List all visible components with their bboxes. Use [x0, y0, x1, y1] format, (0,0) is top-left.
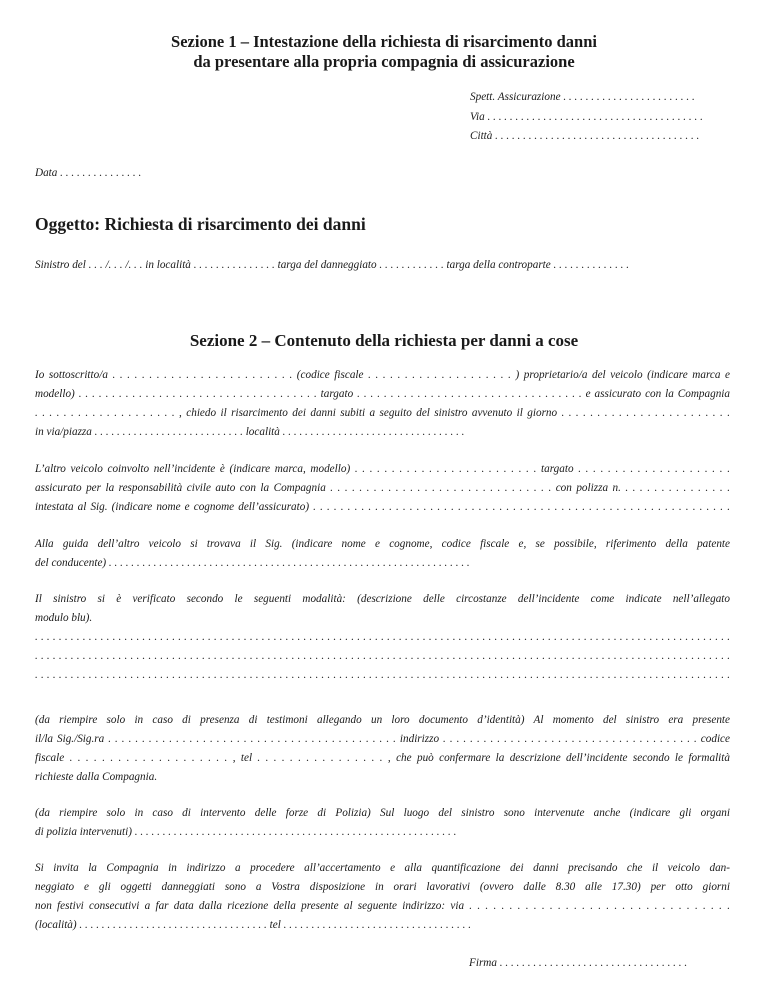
p4-dotted-line2: . . . . . . . . . . . . . . . . . . . . . . . . . . . . . . . . . . . . . . . . . . . . . . . . . . . . . . . . . . . . . . . . . . . . . . . . . . . . . . . . . . . . . . . . . . . . . . . . . . . . . . . . . . . . . . . . . . . . .: [35, 650, 730, 662]
p7-line1: Si invita la Compagnia in indirizzo a procedere all’accertamento e alla quantificazione dei danni precisando che il veicolo dan-: [35, 862, 730, 874]
section2-title: Sezione 2 – Contenuto della richiesta per danni a cose: [189, 331, 579, 350]
p3-line2: del conducente) . . . . . . . . . . . . . . . . . . . . . . . . . . . . . . . . . . . . . . . . . . . . . . . . . . . . . . . . . . . . . . . . .: [35, 557, 470, 569]
p6-line1: (da riempire solo in caso di intervento delle forze di Polizia) Sul luogo del sinistro sono intervenute anche (indicare gli organi: [35, 807, 730, 819]
p4-dotted-line1: . . . . . . . . . . . . . . . . . . . . . . . . . . . . . . . . . . . . . . . . . . . . . . . . . . . . . . . . . . . . . . . . . . . . . . . . . . . . . . . . . . . . . . . . . . . . . . . . . . . . . . . . . . . . . . . . . . . . .: [35, 631, 730, 643]
signature-line: Firma . . . . . . . . . . . . . . . . . . . . . . . . . . . . . . . . . .: [469, 957, 688, 969]
p5-line2: il/la Sig./Sig.ra . . . . . . . . . . . . . . . . . . . . . . . . . . . . . . . . . . . . . . . . . . . indirizzo . . . . . . . . . . . . . . . . . . . . . . . . . . . . . . . . . . . . . . codice: [35, 733, 730, 745]
p1-line1: Io sottoscritto/a . . . . . . . . . . . . . . . . . . . . . . . . . (codice fiscale . . . . . . . . . . . . . . . . . . . . ) proprietario/a del veicolo (indicare marca e: [35, 369, 730, 381]
p5-line3: fiscale . . . . . . . . . . . . . . . . . . . . , tel . . . . . . . . . . . . . . . . , che può confermare la descrizione dell’incidente secondo le formalità: [35, 752, 730, 764]
p7-line3: non festivi consecutivi a far data dalla ricezione della presente al seguente indirizzo: via . . . . . . . . . . . . . . . . . . . . . . . . . . . . . . . . .: [35, 900, 730, 912]
p2-line3: intestata al Sig. (indicare nome e cognome dell’assicurato) . . . . . . . . . . . . . . . . . . . . . . . . . . . . . . . . . . . . . . . . . . . . . . . . . . . . . . . . . . . . .: [35, 501, 730, 513]
subject-title: Oggetto: Richiesta di risarcimento dei danni: [35, 214, 366, 234]
address-city-line: Città . . . . . . . . . . . . . . . . . . . . . . . . . . . . . . . . . . . . .: [470, 130, 700, 142]
section1-title-line1: Sezione 1 – Intestazione della richiesta di risarcimento danni: [171, 32, 597, 51]
p1-line2: modello) . . . . . . . . . . . . . . . . . . . . . . . . . . . . . . . . . . . . targato . . . . . . . . . . . . . . . . . . . . . . . . . . . . . . . . . . e assicurato con la Compagnia: [35, 388, 730, 400]
p2-line1: L’altro veicolo coinvolto nell’incidente è (indicare marca, modello) . . . . . . . . . . . . . . . . . . . . . . . . . targato . . . . . . . . . . . . . . . . . . . . .: [35, 463, 730, 475]
p6-line2: di polizia intervenuti) . . . . . . . . . . . . . . . . . . . . . . . . . . . . . . . . . . . . . . . . . . . . . . . . . . . . . . . . . .: [35, 826, 457, 838]
p1-line3: . . . . . . . . . . . . . . . . . . . . , chiedo il risarcimento dei danni subiti a seguito del sinistro avvenuto il giorno . . . . . . . . . . . . . . . . . . . . . . . .: [35, 407, 730, 419]
sinistro-line: Sinistro del . . . /. . . /. . . in località . . . . . . . . . . . . . . . targa del danneggiato . . . . . . . . . . . . targa della controparte . . . . . . . . . . . . . .: [35, 259, 630, 271]
date-line: Data . . . . . . . . . . . . . . .: [35, 167, 142, 179]
p1-line4: in via/piazza . . . . . . . . . . . . . . . . . . . . . . . . . . . località . . . . . . . . . . . . . . . . . . . . . . . . . . . . . . . . .: [35, 426, 465, 438]
address-insurer-line: Spett. Assicurazione . . . . . . . . . . . . . . . . . . . . . . . .: [470, 91, 695, 103]
p4-line1: Il sinistro si è verificato secondo le seguenti modalità: (descrizione delle circostanze dell’incidente come indicate nell’allegato: [35, 593, 730, 605]
p4-dotted-line3: . . . . . . . . . . . . . . . . . . . . . . . . . . . . . . . . . . . . . . . . . . . . . . . . . . . . . . . . . . . . . . . . . . . . . . . . . . . . . . . . . . . . . . . . . . . . . . . . . . . . . . . . . . . . . . . . . . . . .: [35, 669, 730, 681]
p2-line2: assicurato per la responsabilità civile auto con la Compagnia . . . . . . . . . . . . . . . . . . . . . . . . . . . . . . . con polizza n. . . . . . . . . . . . . . . .: [35, 482, 730, 494]
p7-line2: neggiato e gli oggetti danneggiati sono a Vostra disposizione in orari lavorativi (ovvero dalle 8.30 alle 17.30) per otto giorni: [35, 881, 730, 893]
p5-line4: richieste dalla Compagnia.: [35, 771, 158, 783]
p4-line2: modulo blu).: [35, 612, 93, 624]
p7-line4: (località) . . . . . . . . . . . . . . . . . . . . . . . . . . . . . . . . . . tel . . . . . . . . . . . . . . . . . . . . . . . . . . . . . . . . . .: [35, 919, 471, 931]
address-street-line: Via . . . . . . . . . . . . . . . . . . . . . . . . . . . . . . . . . . . . . . .: [470, 111, 703, 123]
p5-line1: (da riempire solo in caso di presenza di testimoni allegando un loro documento d’identità) Al momento del sinistro era presente: [35, 714, 730, 726]
p3-line1: Alla guida dell’altro veicolo si trovava il Sig. (indicare nome e cognome, codice fiscale e, se possibile, riferimento della patente: [35, 538, 730, 550]
section1-title-line2: da presentare alla propria compagnia di assicurazione: [193, 52, 575, 71]
